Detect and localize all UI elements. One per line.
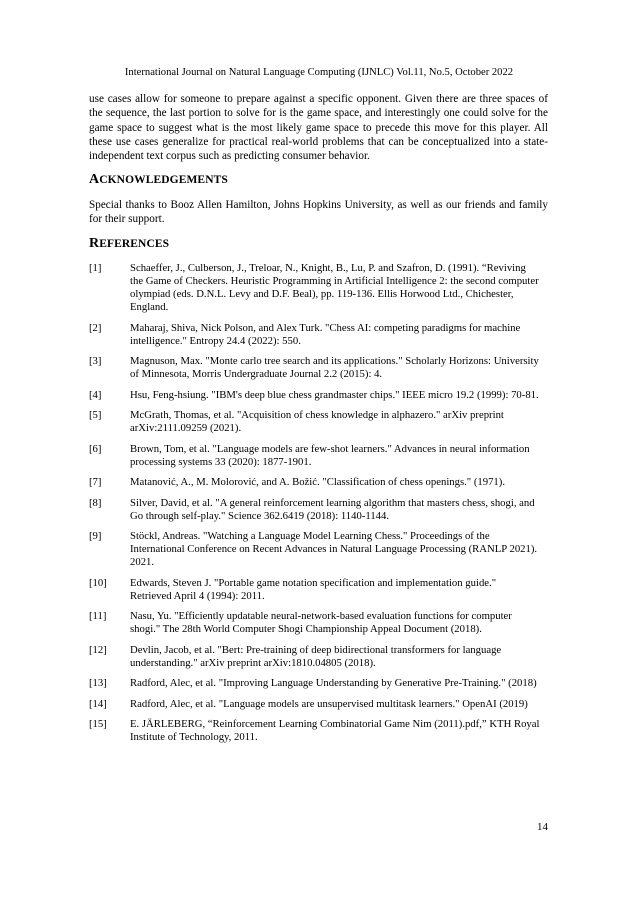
references-heading: [89, 237, 169, 251]
reference-item: [89, 262, 548, 314]
reference-item: [89, 577, 548, 603]
reference-number: [8]: [89, 496, 102, 509]
reference-number: [3]: [89, 355, 102, 367]
acknowledgements-heading-rest: CKNOWLEDGEMENTS: [99, 174, 228, 186]
reference-text: Nasu, Yu. "Efficiently updatable neural-network-based evaluation functions for computer shogi." The 28th World Computer Shogi Championship Appeal Document (2018).: [130, 610, 512, 635]
body-paragraph: use cases allow for someone to prepare against a specific opponent. Given there are three spaces of the sequence, the last portion to solve for is the game space, and interestingly one could solve for the game space to suggest what is the most likely game space to precede this move for this player. All these use cases generalize for practical real-world problems that can be conceptualized into a state-independent text corpus such as predicting consumer behavior.: [89, 93, 548, 163]
reference-item: [89, 355, 548, 381]
reference-number: [1]: [89, 262, 102, 274]
references-heading-rest: EFERENCES: [99, 238, 170, 250]
reference-text: Edwards, Steven J. "Portable game notation specification and implementation guide." Retrieved April 4 (1994): 2011.: [130, 576, 497, 602]
page-number: 14: [537, 821, 548, 833]
reference-item: [89, 610, 548, 636]
reference-number: [4]: [89, 388, 102, 401]
reference-text: Radford, Alec, et al. "Improving Language Understanding by Generative Pre-Training." (2018): [130, 677, 537, 689]
reference-list: [89, 262, 548, 752]
reference-number: [5]: [89, 409, 102, 421]
acknowledgements-text: Special thanks to Booz Allen Hamilton, Johns Hopkins University, as well as our friends and family for their support.: [89, 199, 548, 226]
reference-item: [89, 677, 548, 690]
reference-item: [89, 476, 548, 489]
reference-number: [2]: [89, 321, 102, 334]
reference-item: [89, 644, 548, 670]
reference-text: Magnuson, Max. "Monte carlo tree search and its applications." Scholarly Horizons: University of Minnesota, Morris Undergraduate Journal 2.2 (2015): 4.: [130, 355, 539, 380]
reference-text: Stöckl, Andreas. "Watching a Language Model Learning Chess." Proceedings of the International Conference on Recent Advances in Natural Language Processing (RANLP 2021). 2021.: [130, 530, 538, 568]
reference-number: [7]: [89, 476, 102, 488]
reference-text: Maharaj, Shiva, Nick Polson, and Alex Turk. "Chess AI: competing paradigms for machine intelligence." Entropy 24.4 (2022): 550.: [130, 321, 521, 347]
reference-item: [89, 443, 548, 469]
reference-item: [89, 322, 548, 348]
acknowledgements-heading: [89, 173, 228, 187]
reference-text: McGrath, Thomas, et al. "Acquisition of chess knowledge in alphazero." arXiv preprint arXiv:2111.09259 (2021).: [130, 409, 504, 434]
reference-item: [89, 698, 548, 711]
reference-text: Radford, Alec, et al. "Language models are unsupervised multitask learners." OpenAI (2019): [130, 697, 528, 710]
reference-text: Silver, David, et al. "A general reinforcement learning algorithm that masters chess, shogi, and Go through self-play." Science 362.6419 (2018): 1140-1144.: [130, 496, 535, 522]
reference-text: E. JÄRLEBERG, “Reinforcement Learning Combinatorial Game Nim (2011).pdf,” KTH Royal Institute of Technology, 2011.: [130, 718, 540, 743]
reference-item: [89, 718, 548, 744]
running-header: International Journal on Natural Language Computing (IJNLC) Vol.11, No.5, October 2022: [124, 67, 514, 78]
reference-number: [13]: [89, 677, 107, 689]
reference-text: Matanović, A., M. Molorović, and A. Božić. "Classification of chess openings." (1971).: [130, 476, 506, 488]
reference-number: [9]: [89, 530, 102, 542]
reference-text: Hsu, Feng-hsiung. "IBM's deep blue chess grandmaster chips." IEEE micro 19.2 (1999): 70-81.: [130, 388, 539, 401]
reference-item: [89, 409, 548, 435]
reference-item: [89, 497, 548, 523]
reference-number: [14]: [89, 697, 107, 710]
acknowledgements-heading-initial: A: [89, 172, 100, 187]
reference-text: Brown, Tom, et al. "Language models are few-shot learners." Advances in neural information processing systems 33 (2020): 1877-1901.: [130, 442, 530, 468]
reference-text: Schaeffer, J., Culberson, J., Treloar, N., Knight, B., Lu, P. and Szafron, D. (1991). “Reviving the Game of Checkers. Heuristic Programming in Artificial Intelligence 2: the second computer olympiad (eds. D.N.L. Levy and D.F. Beal), pp. 119-136. Ellis Horwood Ltd., Chichester, England.: [130, 262, 539, 313]
references-heading-initial: R: [89, 236, 100, 251]
reference-number: [11]: [89, 610, 107, 622]
reference-item: [89, 389, 548, 402]
reference-number: [10]: [89, 576, 107, 589]
reference-item: [89, 530, 548, 569]
reference-number: [12]: [89, 643, 107, 656]
reference-number: [6]: [89, 442, 102, 455]
reference-number: [15]: [89, 718, 107, 730]
reference-text: Devlin, Jacob, et al. "Bert: Pre-training of deep bidirectional transformers for language understanding." arXiv preprint arXiv:1810.04805 (2018).: [130, 643, 502, 669]
